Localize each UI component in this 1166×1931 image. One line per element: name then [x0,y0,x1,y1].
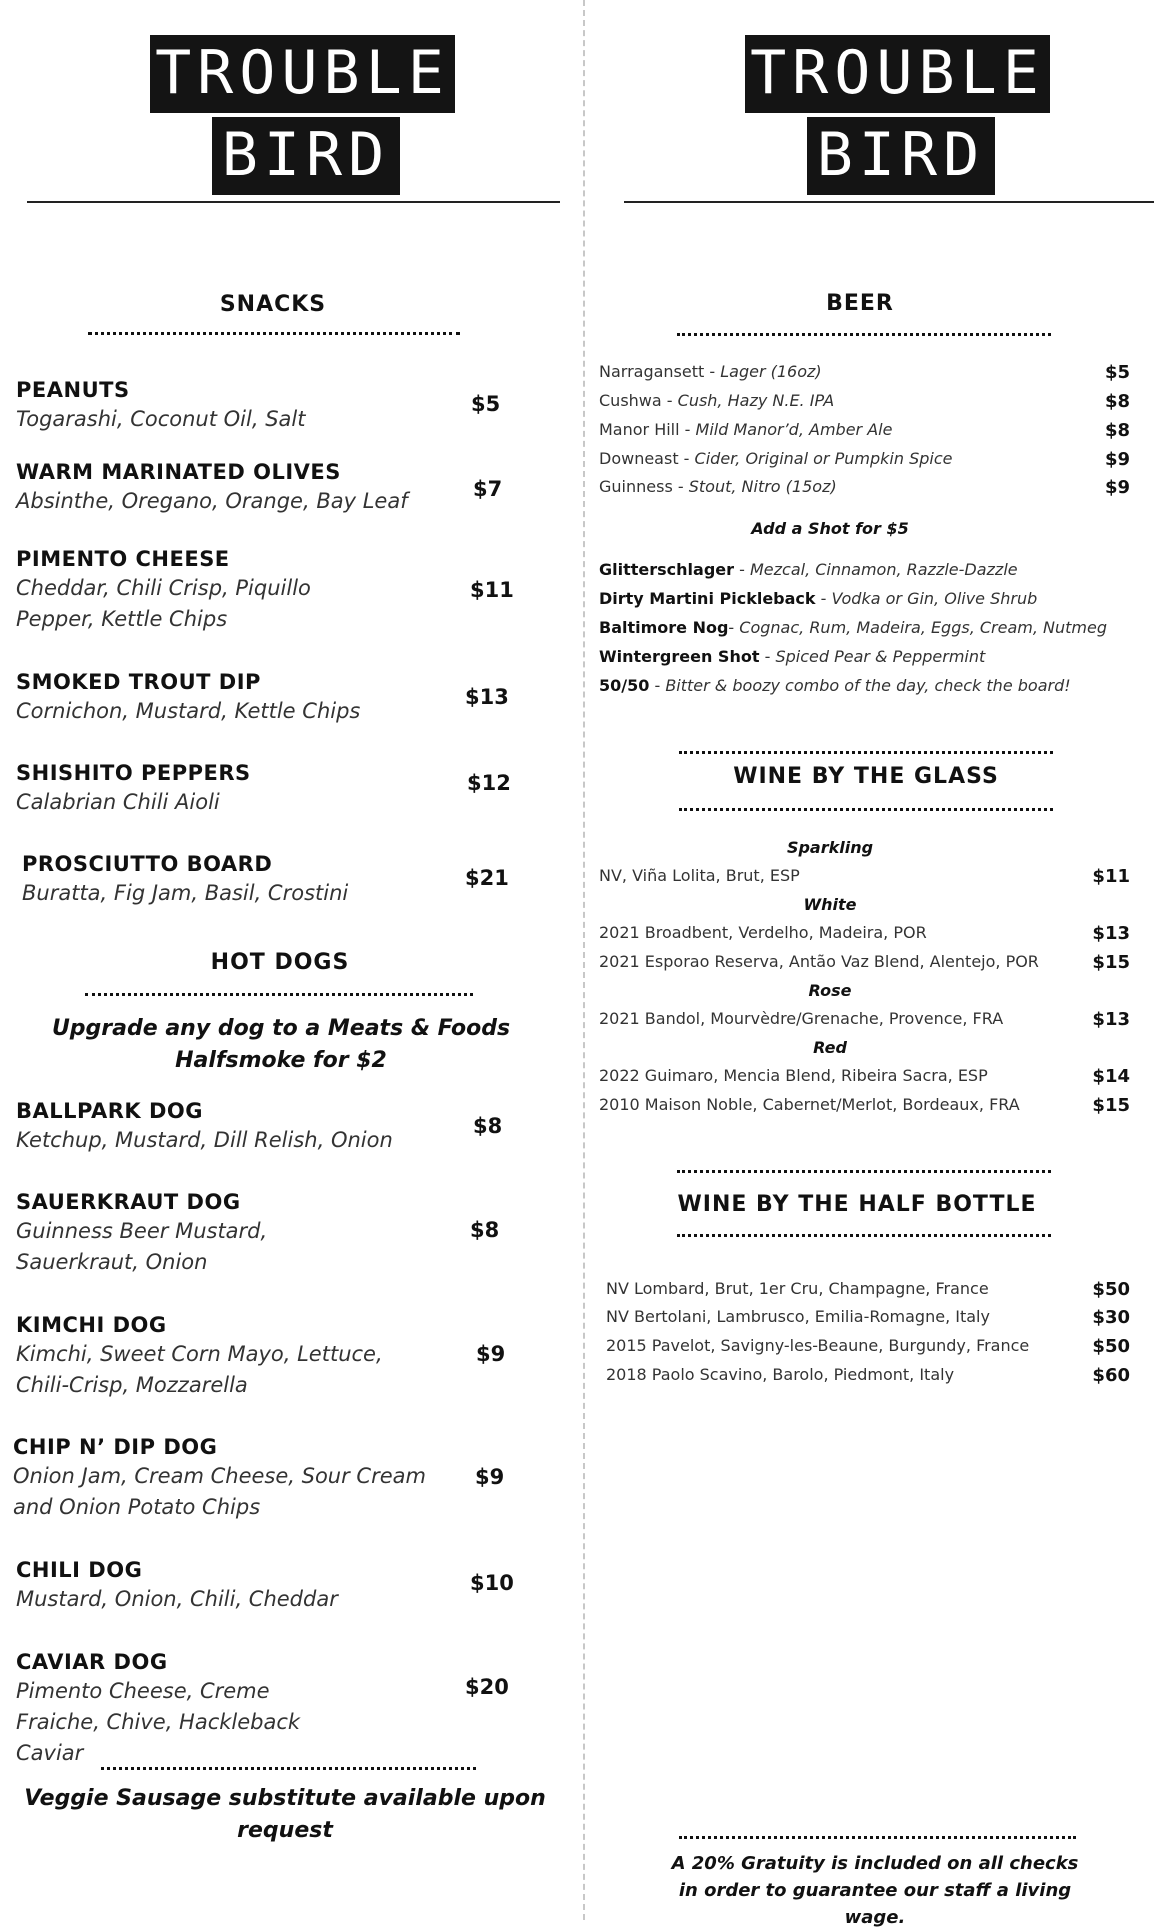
shot-item [599,642,1139,671]
item-price: $21 [465,866,509,890]
wine-price: $13 [1092,923,1130,944]
shot-desc: Cognac, Rum, Madeira, Eggs, Cream, Nutmeg [739,618,1107,637]
beer-row: Cushwa - Cush, Hazy N.E. IPA $8 [599,391,1130,412]
beer-price: $8 [1104,420,1130,441]
wine-name: NV Lombard, Brut, 1er Cru, Champagne, France [606,1279,989,1298]
item-desc: Guinness Beer Mustard, Sauerkraut, Onion [16,1219,268,1274]
header-rule-left [27,201,560,203]
item-desc: Buratta, Fig Jam, Basil, Crostini [22,881,349,905]
wine-name: 2021 Esporao Reserva, Antão Vaz Blend, Alentejo, POR [599,952,1039,971]
beer-style: Mild Manor’d, Amber Ale [695,420,893,439]
wine-price: $14 [1092,1066,1130,1087]
shot-sep: - [728,618,740,637]
beer-row: Downeast - Cider, Original or Pumpkin Spice $9 [599,449,1130,470]
wine-name: 2022 Guimaro, Mencia Blend, Ribeira Sacra, ESP [599,1066,988,1085]
wine-group-label: White [803,895,857,914]
beer-row: Guinness - Stout, Nitro (15oz) $9 [599,477,1130,498]
shot-sep: - [649,676,666,695]
shot-desc: Mezcal, Cinnamon, Razzle-Dazzle [749,560,1018,579]
menu-item-pimento-cheese [16,545,396,635]
item-name: SMOKED TROUT DIP [16,670,261,694]
menu-item-shishito [16,759,436,818]
shot-name: 50/50 [599,676,650,695]
wine-half-heading: WINE BY THE HALF BOTTLE [677,1192,1037,1217]
item-price: $10 [470,1571,514,1595]
hotdogs-heading: HOT DOGS [210,950,350,975]
item-price: $12 [467,771,511,795]
wine-row [599,1095,1134,1121]
half-bottle-row [606,1307,1134,1333]
menu-item-caviar-dog [16,1648,356,1769]
item-price: $7 [473,477,503,501]
shot-name: Glitterschlager [599,560,735,579]
item-name: CHILI DOG [16,1558,143,1582]
menu-item-chili-dog [16,1556,436,1615]
item-name: CHIP N’ DIP DOG [13,1435,218,1459]
shot-name: Dirty Martini Pickleback [599,589,816,608]
wine-glass-heading: WINE BY THE GLASS [733,764,999,789]
wine-name: NV, Viña Lolita, Brut, ESP [599,866,800,885]
beer-row: Narragansett - Lager (16oz) $5 [599,362,1130,383]
wine-row [599,1066,1134,1092]
beer-price: $9 [1104,477,1130,498]
wine-group-label: Rose [808,981,852,1000]
item-desc: Absinthe, Oregano, Orange, Bay Leaf [16,489,408,513]
beer-price: $9 [1104,449,1130,470]
beer-name: Downeast [599,449,679,468]
menu-item-sauerkraut-dog [16,1188,396,1278]
item-name: PEANUTS [16,378,130,402]
half-bottle-row [606,1336,1134,1362]
shot-item [599,613,1139,642]
item-desc: Cheddar, Chili Crisp, Piquillo Pepper, Kettle Chips [16,576,311,631]
item-name: WARM MARINATED OLIVES [16,460,341,484]
wine-price: $50 [1092,1336,1130,1357]
shot-sep: - [815,589,832,608]
shot-item [599,671,1139,700]
wine-price: $15 [1092,1095,1130,1116]
item-desc: Togarashi, Coconut Oil, Salt [16,407,306,431]
wine-name: 2021 Bandol, Mourvèdre/Grenache, Provence, FRA [599,1009,1004,1028]
shot-sep: - [734,560,750,579]
upgrade-note: Upgrade any dog to a Meats & Foods Halfsmoke for $2 [51,1016,511,1073]
menu-item-kimchi-dog [16,1311,416,1401]
beer-style: Lager (16oz) [720,362,822,381]
beer-name: Cushwa [599,391,662,410]
shot-name: Wintergreen Shot [599,647,760,666]
wine-name: 2010 Maison Noble, Cabernet/Merlot, Bordeaux, FRA [599,1095,1020,1114]
half-bottle-row [606,1279,1134,1305]
gratuity-note: A 20% Gratuity is included on all checks in order to guarantee our staff a living wage. [671,1853,1079,1928]
dotted-separator [677,1170,1051,1173]
wine-price: $30 [1092,1307,1130,1328]
menu-item-trout-dip [16,668,436,727]
wine-row [599,866,1134,892]
snacks-heading: SNACKS [219,292,327,317]
dotted-separator [679,751,1053,754]
dotted-separator [101,1767,476,1770]
item-price: $9 [476,1342,506,1366]
item-price: $9 [475,1465,505,1489]
header-rule-right [624,201,1154,203]
menu-item-prosciutto [22,850,442,909]
dotted-separator [679,1836,1076,1839]
item-desc: Calabrian Chili Aioli [16,790,220,814]
wine-row [599,1009,1134,1035]
item-price: $20 [465,1675,509,1699]
page-divider [583,0,585,1920]
item-desc: Pimento Cheese, Creme Fraiche, Chive, Hackleback Caviar [16,1679,301,1765]
menu-item-chip-dip-dog [13,1433,453,1523]
item-price: $8 [473,1114,503,1138]
shot-sep: - [759,647,776,666]
item-desc: Kimchi, Sweet Corn Mayo, Lettuce, Chili-Crisp, Mozzarella [16,1342,383,1397]
dotted-separator [85,993,473,996]
logo-word-bird: BIRD [212,117,400,195]
beer-price: $8 [1104,391,1130,412]
beer-price: $5 [1104,362,1130,383]
logo-word-trouble: TROUBLE [150,35,455,113]
menu-item-peanuts [16,376,436,435]
dotted-separator [88,332,460,335]
shot-desc: Vodka or Gin, Olive Shrub [831,589,1038,608]
dotted-separator [677,333,1051,336]
wine-name: NV Bertolani, Lambrusco, Emilia-Romagne, Italy [606,1307,990,1326]
wine-name: 2018 Paolo Scavino, Barolo, Piedmont, Italy [606,1365,955,1384]
item-desc: Ketchup, Mustard, Dill Relish, Onion [16,1128,393,1152]
beer-style: Cider, Original or Pumpkin Spice [694,449,953,468]
item-name: CAVIAR DOG [16,1650,168,1674]
wine-row [599,923,1134,949]
wine-price: $50 [1092,1279,1130,1300]
wine-price: $60 [1092,1365,1130,1386]
logo-word-bird: BIRD [807,117,995,195]
beer-style: Cush, Hazy N.E. IPA [677,391,835,410]
beer-style: Stout, Nitro (15oz) [688,477,837,496]
item-name: PROSCIUTTO BOARD [22,852,273,876]
item-desc: Onion Jam, Cream Cheese, Sour Cream and Onion Potato Chips [13,1464,426,1519]
shot-name: Baltimore Nog [599,618,729,637]
shot-desc: Bitter & boozy combo of the day, check the board! [665,676,1071,695]
beer-name: Narragansett [599,362,705,381]
veggie-note: Veggie Sausage substitute available upon request [24,1786,546,1843]
item-name: PIMENTO CHEESE [16,547,230,571]
beer-name: Guinness [599,477,673,496]
wine-name: 2015 Pavelot, Savigny-les-Beaune, Burgundy, France [606,1336,1030,1355]
shot-item [599,555,1139,584]
shot-item [599,584,1139,613]
beer-row: Manor Hill - Mild Manor’d, Amber Ale $8 [599,420,1130,441]
menu-item-olives [16,458,436,517]
wine-name: 2021 Broadbent, Verdelho, Madeira, POR [599,923,927,942]
shot-desc: Spiced Pear & Peppermint [775,647,986,666]
item-price: $11 [470,578,514,602]
wine-row [599,952,1134,978]
menu-item-ballpark-dog [16,1097,436,1156]
wine-price: $11 [1092,866,1130,887]
wine-group-label: Red [813,1038,847,1057]
item-desc: Cornichon, Mustard, Kettle Chips [16,699,361,723]
wine-price: $15 [1092,952,1130,973]
item-name: SAUERKRAUT DOG [16,1190,241,1214]
item-desc: Mustard, Onion, Chili, Cheddar [16,1587,338,1611]
wine-group-label: Sparkling [786,838,874,857]
wine-price: $13 [1092,1009,1130,1030]
beer-name: Manor Hill [599,420,680,439]
beer-heading: BEER [826,291,894,316]
dotted-separator [679,808,1053,811]
item-name: SHISHITO PEPPERS [16,761,251,785]
item-price: $5 [471,392,501,416]
shot-heading: Add a Shot for $5 [751,519,909,538]
item-price: $13 [465,685,509,709]
item-name: KIMCHI DOG [16,1313,167,1337]
logo-left [150,35,480,210]
item-name: BALLPARK DOG [16,1099,204,1123]
logo-right [745,35,1075,210]
half-bottle-row [606,1365,1134,1391]
dotted-separator [677,1234,1051,1237]
item-price: $8 [470,1218,500,1242]
logo-word-trouble: TROUBLE [745,35,1050,113]
